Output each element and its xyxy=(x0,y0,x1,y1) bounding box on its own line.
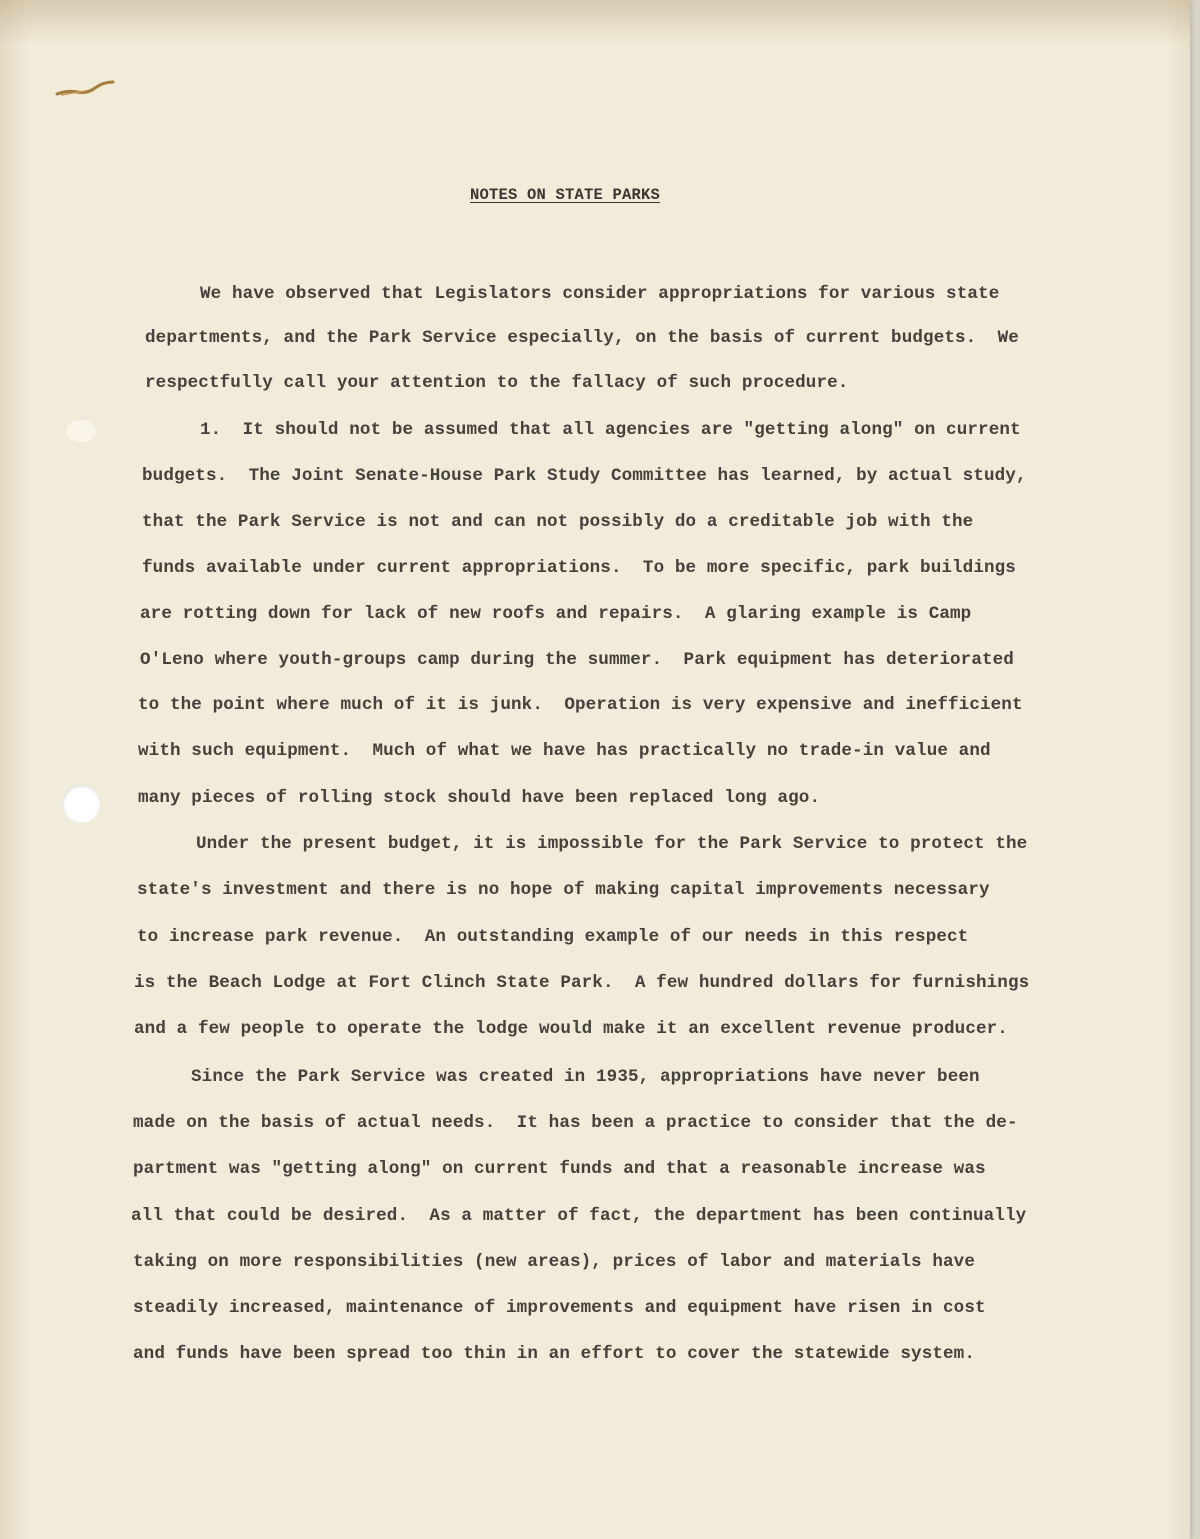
text-line: with such equipment. Much of what we have has practically no trade-in value and xyxy=(138,741,991,761)
text-line: all that could be desired. As a matter of fact, the department has been continually xyxy=(131,1206,1027,1226)
text-line: that the Park Service is not and can not possibly do a creditable job with the xyxy=(142,512,974,532)
text-line: We have observed that Legislators consider appropriations for various state xyxy=(200,284,1000,304)
text-line: 1. It should not be assumed that all agencies are "getting along" on current xyxy=(200,420,1021,440)
text-line: Under the present budget, it is impossible for the Park Service to protect the xyxy=(196,834,1028,854)
text-line: are rotting down for lack of new roofs and repairs. A glaring example is Camp xyxy=(140,604,972,624)
text-line: departments, and the Park Service especially, on the basis of current budgets. We xyxy=(145,328,1019,348)
text-line: funds available under current appropriations. To be more specific, park buildings xyxy=(142,558,1016,578)
text-line: O'Leno where youth-groups camp during the summer. Park equipment has deteriorated xyxy=(140,650,1014,670)
text-line: to increase park revenue. An outstanding example of our needs in this respect xyxy=(137,927,969,947)
text-line: Since the Park Service was created in 1935, appropriations have never been xyxy=(191,1067,980,1087)
text-line: taking on more responsibilities (new areas), prices of labor and materials have xyxy=(133,1252,975,1272)
punch-hole xyxy=(62,785,100,823)
text-line: to the point where much of it is junk. Operation is very expensive and inefficient xyxy=(138,695,1023,715)
document-title: NOTES ON STATE PARKS xyxy=(469,186,661,204)
text-line: partment was "getting along" on current funds and that a reasonable increase was xyxy=(133,1159,986,1179)
text-line: is the Beach Lodge at Fort Clinch State Park. A few hundred dollars for furnishings xyxy=(134,973,1030,993)
text-line: made on the basis of actual needs. It has been a practice to consider that the de- xyxy=(133,1113,1018,1133)
text-line: respectfully call your attention to the fallacy of such procedure. xyxy=(145,373,849,393)
text-line: budgets. The Joint Senate-House Park Study Committee has learned, by actual study, xyxy=(142,466,1027,486)
text-line: and a few people to operate the lodge would make it an excellent revenue producer. xyxy=(134,1019,1008,1039)
text-line: state's investment and there is no hope of making capital improvements necessary xyxy=(137,880,990,900)
staple-mark xyxy=(55,78,115,98)
paper-tear xyxy=(66,420,96,442)
text-line: and funds have been spread too thin in an effort to cover the statewide system. xyxy=(133,1344,975,1364)
text-line: many pieces of rolling stock should have been replaced long ago. xyxy=(138,788,821,808)
text-line: steadily increased, maintenance of improvements and equipment have risen in cost xyxy=(133,1298,986,1318)
